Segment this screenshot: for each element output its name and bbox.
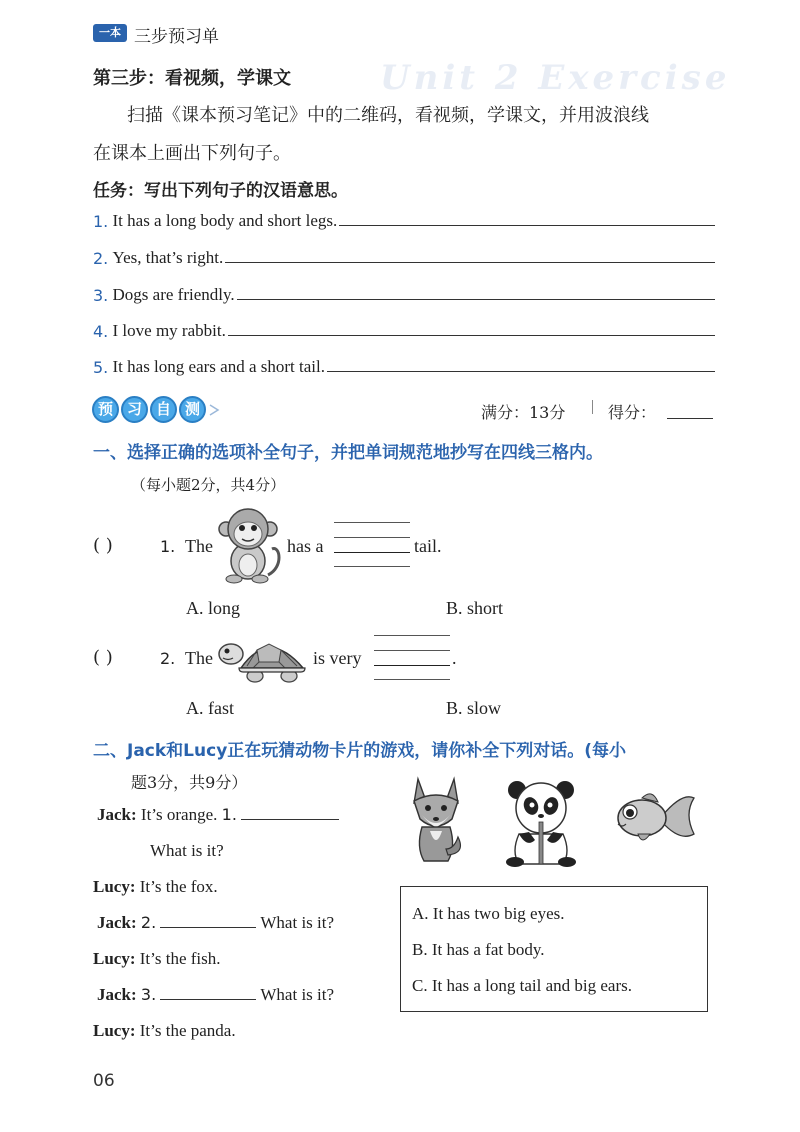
dialog-tail: What is it?: [260, 913, 335, 932]
question-text-before: The: [185, 536, 213, 556]
answer-paren[interactable]: ( ): [93, 535, 113, 556]
dialog-line: [97, 985, 334, 1005]
task-heading: 任务：写出下列句子的汉语意思。: [93, 181, 348, 201]
chevron-right-icon: [207, 402, 223, 418]
fox-icon: [408, 775, 464, 867]
part1-heading: 一、选择正确的选项补全句子，并把单词规范地抄写在四线三格内。: [93, 443, 603, 463]
badge-char: 自: [150, 396, 177, 423]
badge-char: 预: [92, 396, 119, 423]
writing-line: [374, 650, 450, 651]
dialog-speaker: Lucy:: [93, 949, 136, 968]
question-number: 2.: [160, 649, 176, 668]
writing-line: [334, 566, 410, 567]
writing-line: [374, 635, 450, 636]
sentence-row: [93, 357, 715, 377]
answer-line[interactable]: [237, 299, 715, 300]
answer-line[interactable]: [225, 262, 715, 263]
answer-paren[interactable]: ( ): [93, 647, 113, 668]
sentence-row: [93, 211, 715, 231]
sentence-text: I love my rabbit.: [112, 321, 226, 340]
sentence-row: [93, 248, 715, 268]
part1-note: （每小题2分，共4分）: [131, 476, 286, 494]
part2-heading-line1: 二、Jack和Lucy正在玩猜动物卡片的游戏，请你补全下列对话。(每小: [93, 741, 627, 761]
dialog-number: 3.: [140, 985, 157, 1004]
question-text-before: The: [185, 648, 213, 668]
dialog-text: It’s the fish.: [139, 949, 221, 968]
self-test-badge: [92, 396, 206, 423]
monkey-icon: [218, 505, 284, 585]
dialog-line: What is it?: [150, 841, 224, 860]
dialog-answer-blank[interactable]: [160, 927, 256, 928]
answer-line[interactable]: [339, 225, 715, 226]
sentence-text: It has long ears and a short tail.: [112, 357, 325, 376]
sentence-text: Dogs are friendly.: [112, 285, 235, 304]
writing-line: [334, 522, 410, 523]
dialog-speaker: Jack:: [97, 805, 137, 824]
answer-line[interactable]: [327, 371, 715, 372]
dialog-text: It’s the panda.: [139, 1021, 236, 1040]
dialog-answer-blank[interactable]: [241, 819, 339, 820]
badge-char: 习: [121, 396, 148, 423]
options-box: [400, 886, 708, 1012]
badge-char: 测: [179, 396, 206, 423]
dialog-number: 1.: [221, 805, 237, 824]
sentence-number: 3.: [93, 286, 109, 305]
question-text-after: has a: [287, 536, 324, 556]
sentence-number: 2.: [93, 249, 109, 268]
dialog-speaker: Jack:: [97, 985, 137, 1004]
option-b[interactable]: B. slow: [446, 698, 502, 718]
dialog-line: [93, 877, 218, 897]
sentence-number: 5.: [93, 358, 109, 377]
page-number: 06: [93, 1071, 115, 1091]
dialog-tail: What is it?: [260, 985, 335, 1004]
answer-blank[interactable]: [334, 552, 410, 553]
dialog-text: It’s orange.: [140, 805, 222, 824]
option-b[interactable]: B. short: [446, 598, 504, 618]
sentence-text: It has a long body and short legs.: [112, 211, 338, 230]
dialog-line: [93, 1021, 236, 1041]
option-a[interactable]: A. fast: [186, 698, 234, 718]
score-divider: [592, 400, 593, 414]
dialog-speaker: Jack:: [97, 913, 137, 932]
panda-icon: [505, 778, 579, 868]
question-number: 1.: [160, 537, 176, 556]
dialog-text: It’s the fox.: [139, 877, 218, 896]
sentence-row: [93, 285, 715, 305]
question-text-end: .: [452, 648, 457, 668]
option-a[interactable]: A. long: [186, 598, 240, 618]
dialog-number: 2.: [140, 913, 157, 932]
score-input[interactable]: [667, 418, 713, 419]
sentence-number: 4.: [93, 322, 109, 341]
question-text-after: is very: [313, 648, 362, 668]
dialog-option-b: B. It has a fat body.: [412, 940, 545, 959]
sentence-number: 1.: [93, 212, 109, 231]
question-text-end: tail.: [414, 536, 442, 556]
dialog-speaker: Lucy:: [93, 877, 136, 896]
dialog-option-a: A. It has two big eyes.: [412, 904, 565, 923]
dialog-speaker: Lucy:: [93, 1021, 136, 1040]
header-title: 三步预习单: [134, 27, 219, 47]
dialog-line: [97, 805, 339, 825]
step3-instruction-line1: 扫描《课本预习笔记》中的二维码，看视频，学课文，并用波浪线: [127, 105, 649, 126]
answer-line[interactable]: [228, 335, 715, 336]
dialog-answer-blank[interactable]: [160, 999, 256, 1000]
writing-line: [374, 679, 450, 680]
step3-heading: 第三步：看视频，学课文: [93, 68, 291, 89]
answer-blank[interactable]: [374, 665, 450, 666]
publisher-logo: 一本: [93, 24, 127, 42]
full-score: 满分：13分: [481, 403, 566, 422]
sentence-row: [93, 321, 715, 341]
dialog-option-c: C. It has a long tail and big ears.: [412, 976, 633, 995]
turtle-icon: [217, 630, 309, 684]
dialog-line: [97, 913, 334, 933]
part2-heading-line2: 题3分，共9分）: [131, 773, 248, 792]
dialog-line: [93, 949, 221, 969]
step3-instruction-line2: 在课本上画出下列句子。: [93, 143, 291, 164]
sentence-text: Yes, that’s right.: [112, 248, 224, 267]
score-label: 得分：: [608, 403, 657, 422]
goldfish-icon: [612, 788, 696, 850]
watermark: Unit 2 Exercise: [380, 58, 731, 98]
writing-line: [334, 537, 410, 538]
